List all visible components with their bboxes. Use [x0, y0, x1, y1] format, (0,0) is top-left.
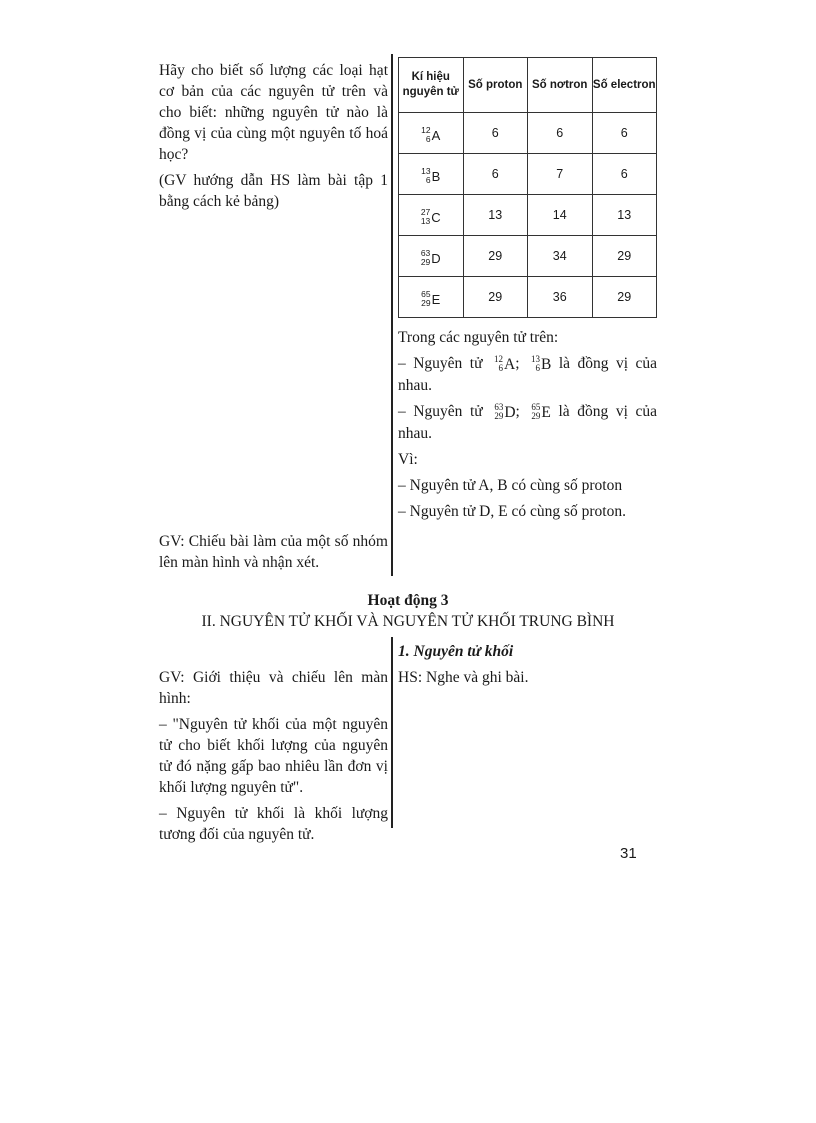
table-row	[399, 195, 657, 236]
table-row	[399, 154, 657, 195]
column-divider-bottom	[391, 637, 393, 828]
definition-note: – Nguyên tử khối là khối lượng tương đối của nguyên tử.	[159, 805, 388, 843]
header-neutron: Số nơtron	[528, 58, 593, 113]
column-divider-top	[391, 54, 393, 576]
electron-cell: 29	[592, 236, 657, 277]
question-text: Hãy cho biết số lượng các loại hạt cơ bản của các nguyên tử trên và cho biết: những nguyên tử nào là đồng vị của cùng một nguyên tố hoá học?	[159, 62, 388, 163]
neutron-cell: 7	[528, 154, 593, 195]
table-header-row	[399, 58, 657, 113]
isotope-line-2: – Nguyên tử 63 29 D ; 65 29 E là đồng vị của nhau.	[398, 402, 658, 442]
header-symbol: Kí hiệu nguyên tử	[399, 58, 464, 113]
proton-cell: 6	[463, 113, 528, 154]
sub-heading: 1. Nguyên tử khối	[398, 643, 514, 660]
nuclide-cell: 12 6 A	[399, 113, 464, 154]
reason-1: – Nguyên tử A, B có cùng số proton	[398, 476, 623, 494]
nuclide-cell: 63 29 D	[399, 236, 464, 277]
definition-quote: – "Nguyên tử khối của một nguyên tử cho biết khối lượng của nguyên tử đó nặng gấp bao nhiêu lần đơn vị khối lượng nguyên tử".	[159, 716, 388, 796]
guide-text: (GV hướng dẫn HS làm bài tập 1 bằng cách kẻ bảng)	[159, 172, 388, 210]
atom-particle-table	[398, 57, 657, 318]
nuclide-cell: 65 29 E	[399, 277, 464, 318]
electron-cell: 6	[592, 113, 657, 154]
answer-intro: Trong các nguyên tử trên:	[398, 329, 559, 346]
teacher-note: GV: Chiếu bài làm của một số nhóm lên màn hình và nhận xét.	[159, 533, 388, 571]
nuclide-cell: 27 13 C	[399, 195, 464, 236]
proton-cell: 13	[463, 195, 528, 236]
student-note: HS: Nghe và ghi bài.	[398, 669, 529, 686]
because-label: Vì:	[398, 450, 418, 468]
proton-cell: 29	[463, 236, 528, 277]
teacher-intro: GV: Giới thiệu và chiếu lên màn hình:	[159, 669, 388, 707]
neutron-cell: 14	[528, 195, 593, 236]
activity-title: Hoạt động 3	[367, 592, 449, 609]
header-electron: Số electron	[592, 58, 657, 113]
table-row	[399, 113, 657, 154]
table-row	[399, 236, 657, 277]
left-question-block	[159, 60, 388, 217]
neutron-cell: 6	[528, 113, 593, 154]
header-proton: Số proton	[463, 58, 528, 113]
left-definition-block	[159, 667, 388, 850]
neutron-cell: 36	[528, 277, 593, 318]
isotope-line-1: – Nguyên tử 12 6 A ; 13 6 B là đồng vị của nhau.	[398, 354, 658, 394]
electron-cell: 13	[592, 195, 657, 236]
table-row	[399, 277, 657, 318]
neutron-cell: 34	[528, 236, 593, 277]
electron-cell: 29	[592, 277, 657, 318]
answer-block	[398, 327, 657, 527]
reason-2: – Nguyên tử D, E có cùng số proton.	[398, 502, 626, 520]
proton-cell: 6	[463, 154, 528, 195]
page-number: 31	[620, 845, 637, 862]
nuclide-cell: 13 6 B	[399, 154, 464, 195]
electron-cell: 6	[592, 154, 657, 195]
proton-cell: 29	[463, 277, 528, 318]
section-title: II. NGUYÊN TỬ KHỐI VÀ NGUYÊN TỬ KHỐI TRUNG BÌNH	[201, 613, 615, 630]
